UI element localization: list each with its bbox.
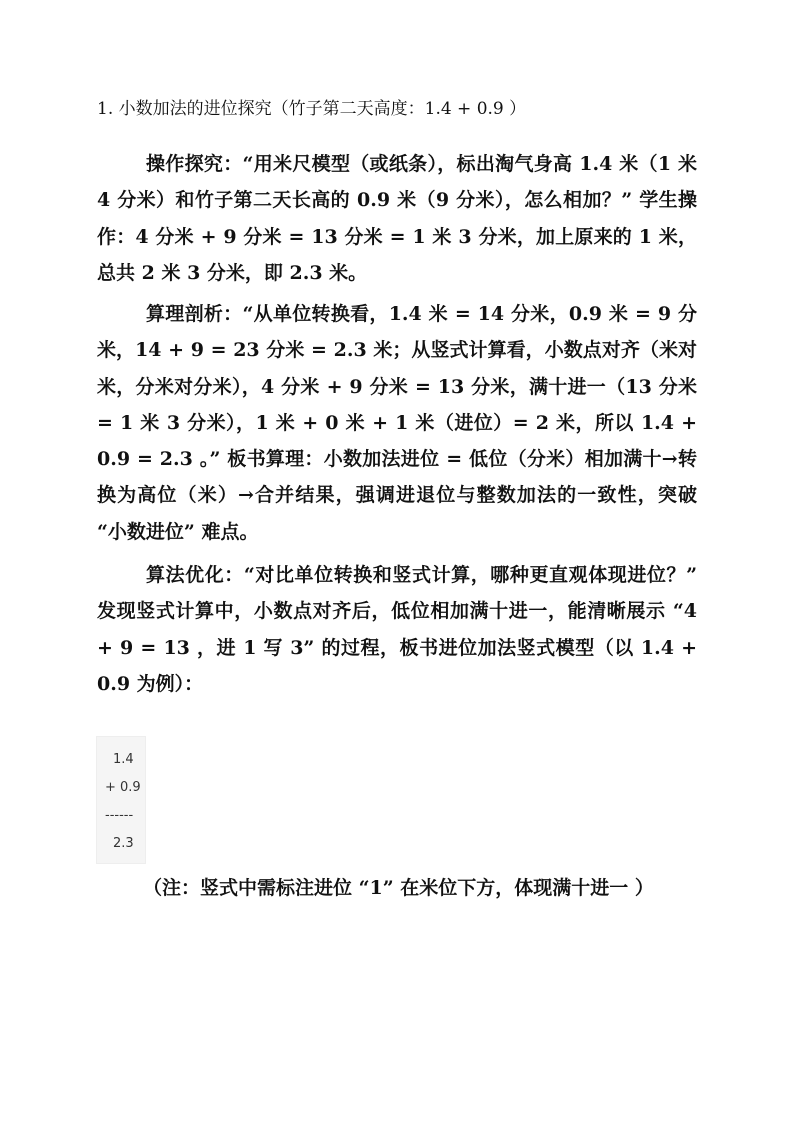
reasoning-text: 算理剖析：“从单位转换看，1.4 米 = 14 分米，0.9 米 = 9 分米，14 + 9 = 23 分米 = 2.3 米；从竖式计算看，小数点对齐（米对米，分米对分米），4 分米 + 9 分米 = 13 分米，满十进一（13 分米 = 1 米 3 分米），1 米 + 0 米 + 1 米（进位）= 2 米，所以 1.4 + 0.9 = 2.3 。” 板书算理： bbox=[97, 303, 697, 471]
board-principle-bold: 小数加法进位 = 低位（分米）相加满十→转换为高位（米）→合并结果 bbox=[97, 448, 697, 507]
algorithm-optimization-paragraph: 算法优化：“对比单位转换和竖式计算，哪种更直观体现进位？” 发现竖式计算中，小数点对齐后，低位相加满十进一，能清晰展示 “4 + 9 = 13 ，进 1 写 3” 的过程，板书进位加法竖式模型（以 1.4 + 0.9 为例）： bbox=[97, 564, 697, 695]
carry-note: （注：竖式中需标注进位 “1” 在米位下方，体现满十进一 ） bbox=[143, 877, 654, 899]
calc-line-result: 2.3 bbox=[113, 836, 134, 851]
section-heading: 1. 小数加法的进位探究（竹子第二天高度：1.4 + 0.9 ） bbox=[97, 99, 527, 119]
reasoning-text-end: ，强调进退位与整数加法的一致性，突破 “小数进位” 难点。 bbox=[97, 484, 697, 543]
calc-line-second-addend: + 0.9 bbox=[105, 780, 141, 795]
vertical-calculation-box bbox=[96, 736, 146, 864]
calc-line-addend: 1.4 bbox=[113, 752, 134, 767]
calc-line-separator: ------ bbox=[105, 808, 134, 823]
reasoning-analysis-paragraph bbox=[97, 296, 697, 550]
operation-exploration-paragraph: 操作探究：“用米尺模型（或纸条），标出淘气身高 1.4 米（1 米 4 分米）和竹子第二天长高的 0.9 米（9 分米），怎么相加？” 学生操作：4 分米 + 9 分米 = 13 分米 = 1 米 3 分米，加上原来的 1 米，总共 2 米 3 分米，即 2.3 米。 bbox=[97, 153, 697, 284]
